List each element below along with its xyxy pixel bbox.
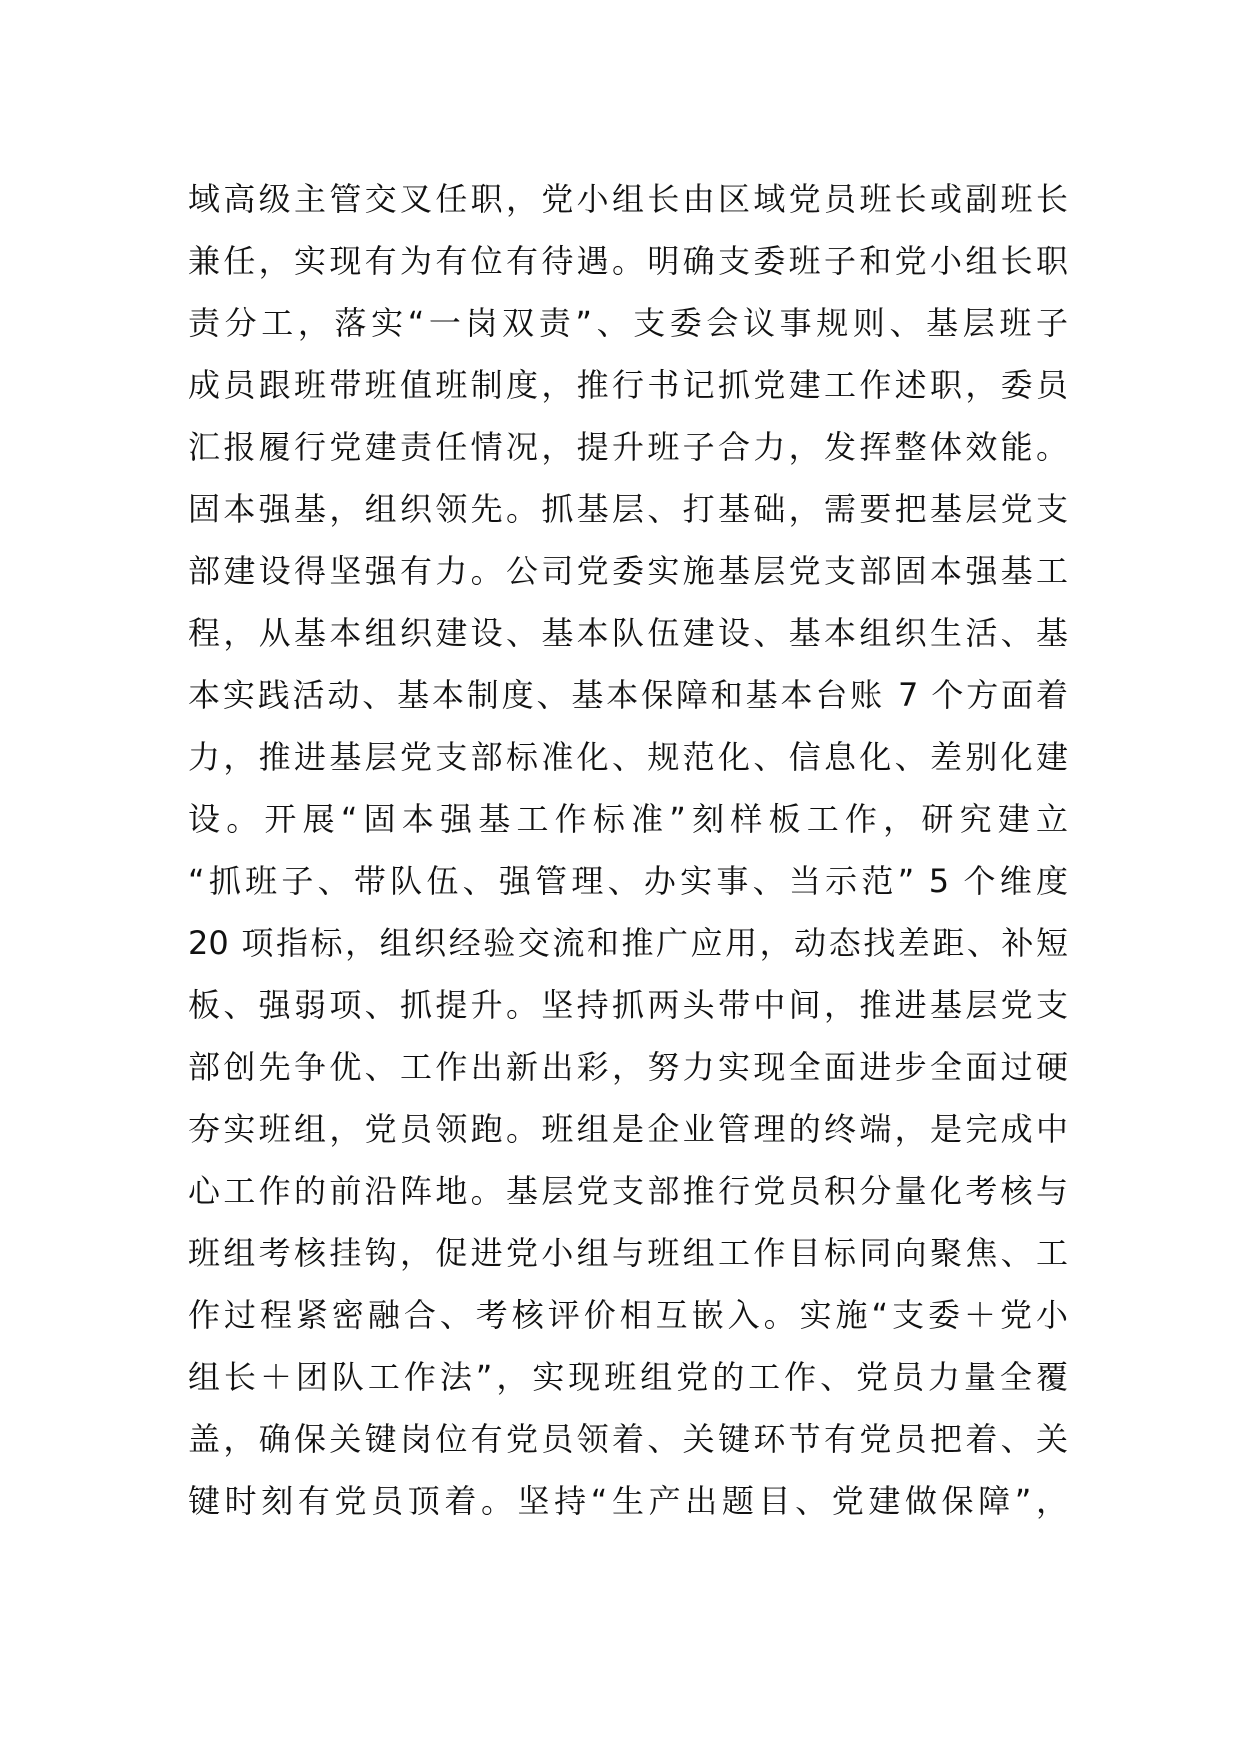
text-line: 心工作的前沿阵地。基层党支部推行党员积分量化考核与 <box>188 1172 1068 1210</box>
text-line: 夯实班组，党员领跑。班组是企业管理的终端，是完成中 <box>188 1110 1068 1148</box>
text-line: 力，推进基层党支部标准化、规范化、信息化、差别化建 <box>188 738 1068 776</box>
text-line: 键时刻有党员顶着。坚持“生产出题目、党建做保障”， <box>188 1482 1068 1520</box>
text-line: 兼任，实现有为有位有待遇。明确支委班子和党小组长职 <box>188 242 1068 280</box>
text-line: 本实践活动、基本制度、基本保障和基本台账 7 个方面着 <box>188 676 1068 714</box>
body-text <box>188 168 1068 1532</box>
text-line: 设。开展“固本强基工作标准”刻样板工作，研究建立 <box>188 800 1068 838</box>
text-line: 汇报履行党建责任情况，提升班子合力，发挥整体效能。 <box>188 428 1068 466</box>
text-line: 组长＋团队工作法”，实现班组党的工作、党员力量全覆 <box>188 1358 1068 1396</box>
text-line: 作过程紧密融合、考核评价相互嵌入。实施“支委＋党小 <box>188 1296 1068 1334</box>
text-line: 部创先争优、工作出新出彩，努力实现全面进步全面过硬 <box>188 1048 1068 1086</box>
text-line: 成员跟班带班值班制度，推行书记抓党建工作述职，委员 <box>188 366 1068 404</box>
text-line: 域高级主管交叉任职，党小组长由区域党员班长或副班长 <box>188 180 1068 218</box>
text-line: “抓班子、带队伍、强管理、办实事、当示范” 5 个维度 <box>188 862 1068 900</box>
text-line: 盖，确保关键岗位有党员领着、关键环节有党员把着、关 <box>188 1420 1068 1458</box>
text-line: 20 项指标，组织经验交流和推广应用，动态找差距、补短 <box>188 924 1068 962</box>
text-line: 部建设得坚强有力。公司党委实施基层党支部固本强基工 <box>188 552 1068 590</box>
text-line: 责分工，落实“一岗双责”、支委会议事规则、基层班子 <box>188 304 1068 342</box>
text-line: 程，从基本组织建设、基本队伍建设、基本组织生活、基 <box>188 614 1068 652</box>
text-line: 班组考核挂钩，促进党小组与班组工作目标同向聚焦、工 <box>188 1234 1068 1272</box>
text-line: 固本强基，组织领先。抓基层、打基础，需要把基层党支 <box>188 490 1068 528</box>
text-line: 板、强弱项、抓提升。坚持抓两头带中间，推进基层党支 <box>188 986 1068 1024</box>
